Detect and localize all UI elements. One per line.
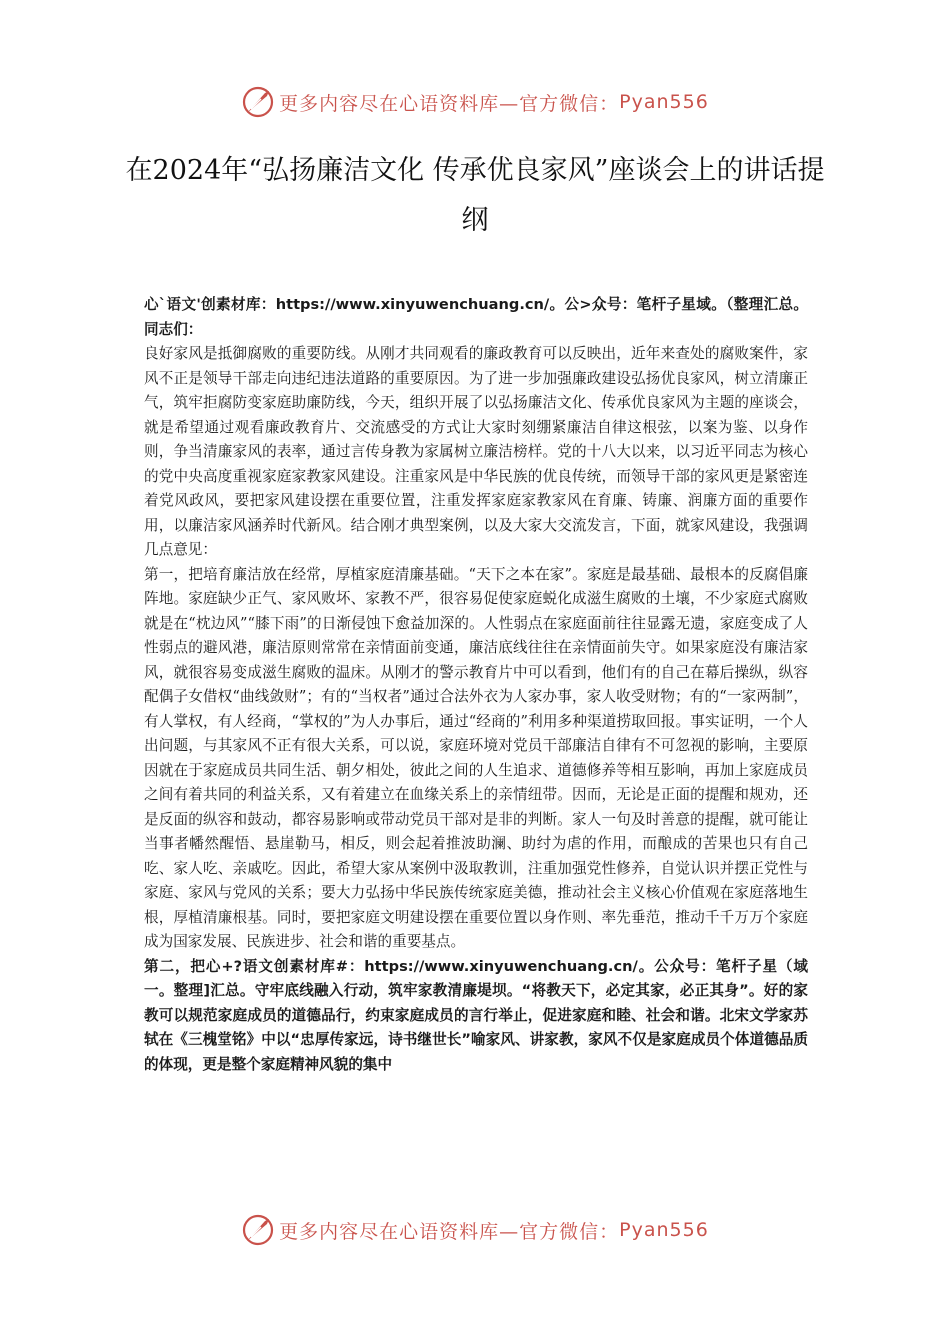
banner-text: 更多内容尽在心语资料库—官方微信： (279, 1220, 620, 1243)
quill-pen-logo-icon (241, 1213, 275, 1247)
document-body (144, 293, 808, 1077)
header-watermark-banner (0, 82, 950, 122)
quill-pen-logo-icon (241, 85, 275, 119)
banner-text: 更多内容尽在心语资料库—官方微信： (279, 92, 620, 115)
footer-watermark-banner (0, 1210, 950, 1250)
point-one-paragraph: 第一，把培育廉洁放在经常，厚植家庭清廉基础。“天下之本在家”。家庭是最基础、最根本的反腐倡廉阵地。家庭缺少正气、家风败坏、家教不严，很容易促使家庭蜕化成滋生腐败的土壤，不少家庭式腐败就是在“枕边风”“膝下雨”的日渐侵蚀下愈益加深的。人性弱点在家庭面前往往显露无遗，家庭变成了人性弱点的避风港，廉洁原则常常在亲情面前变通，廉洁底线往往在亲情面前失守。如果家庭没有廉洁家风，就很容易变成滋生腐败的温床。从刚才的警示教育片中可以看到，他们有的自己在幕后操纵，纵容配偶子女借权“曲线敛财”；有的“当权者”通过合法外衣为人家办事，家人收受财物；有的“一家两制”，有人掌权，有人经商，“掌权的”为人办事后，通过“经商的”利用多种渠道捞取回报。事实证明，一个人出问题，与其家风不正有很大关系，可以说，家庭环境对党员干部廉洁自律有不可忽视的影响，主要原因就在于家庭成员共同生活、朝夕相处，彼此之间的人生追求、道德修养等相互影响，再加上家庭成员之间有着共同的利益关系，又有着建立在血缘关系上的亲情纽带。因而，无论是正面的提醒和规劝，还是反面的纵容和鼓动，都容易影响或带动党员干部对是非的判断。家人一句及时善意的提醒，就可能让当事者幡然醒悟、悬崖勒马，相反，则会起着推波助澜、助纣为虐的作用，而酿成的苦果也只有自己吃、家人吃、亲戚吃。因此，希望大家从案例中汲取教训，注重加强党性修养，自觉认识并摆正党性与家庭、家风与党风的关系；要大力弘扬中华民族传统家庭美德，推动社会主义核心价值观在家庭落地生根，厚植清廉根基。同时，要把家庭文明建设摆在重要位置以身作则、率先垂范，推动千千万万个家庭成为国家发展、民族进步、社会和谐的重要基点。 (144, 565, 808, 950)
intro-paragraph: 心`语文'创素材库：https://www.xinyuwenchuang.cn/。公>众号：笔杆子星域。（整理汇总。同志们： (144, 296, 808, 338)
document-title: 在2024年“弘扬廉洁文化 传承优良家风”座谈会上的讲话提纲 (125, 155, 825, 236)
body-paragraph: 良好家风是抵御腐败的重要防线。从刚才共同观看的廉政教育可以反映出，近年来查处的腐败案件，家风不正是领导干部走向违纪违法道路的重要原因。为了进一步加强廉政建设弘扬优良家风，树立清廉正气，筑牢拒腐防变家庭助廉防线，今天，组织开展了以弘扬廉洁文化、传承优良家风为主题的座谈会，就是希望通过观看廉政教育片、交流感受的方式让大家时刻绷紧廉洁自律这根弦，以案为鉴、以身作则，争当清廉家风的表率，通过言传身教为家属树立廉洁榜样。党的十八大以来，以习近平同志为核心的党中央高度重视家庭家教家风建设。注重家风是中华民族的优良传统，而领导干部的家风更是紧密连着党风政风，要把家风建设摆在重要位置，注重发挥家庭家教家风在育廉、铸廉、润廉方面的重要作用，以廉洁家风涵养时代新风。结合刚才典型案例，以及大家大交流发言，下面，就家风建设，我强调几点意见： (144, 345, 808, 558)
point-two-paragraph: 第二，把心+?语文创素材库#：https://www.xinyuwenchuang.cn/。公众号：笔杆子星（域一。整理]汇总。守牢底线融入行动，筑牢家教清廉堤坝。“将教天下，必定其家，必正其身”。好的家教可以规范家庭成员的道德品行，约束家庭成员的言行举止，促进家庭和睦、社会和谐。北宋文学家苏轼在《三槐堂铭》中以“忠厚传家远，诗书继世长”喻家风、讲家教，家风不仅是家庭成员个体道德品质的体现，更是整个家庭精神风貌的集中 (144, 957, 808, 1073)
banner-wechat-handle: Pyan556 (619, 1219, 709, 1241)
banner-wechat-handle: Pyan556 (619, 91, 709, 113)
